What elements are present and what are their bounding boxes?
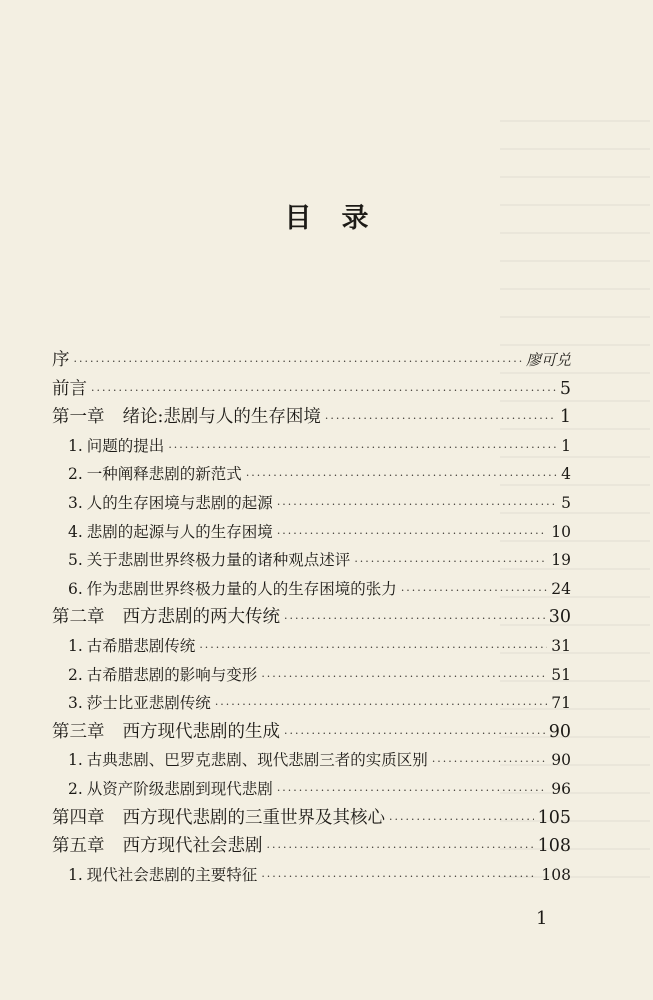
- chapter-label: 第一章: [52, 407, 105, 428]
- entry-title-text: 古希腊悲剧传统: [86, 636, 196, 655]
- dot-leader: [74, 348, 522, 377]
- section-number: 2.: [68, 665, 83, 684]
- toc-page-number: 105: [537, 807, 571, 828]
- toc-entry-title: [52, 718, 280, 747]
- toc-entry-title: [52, 832, 263, 861]
- chapter-label: 前言: [52, 378, 87, 399]
- entry-title-text: 古典悲剧、巴罗克悲剧、现代悲剧三者的实质区别: [86, 751, 428, 770]
- toc-page-number: 108: [537, 836, 571, 857]
- toc-chapter-entry[interactable]: [52, 804, 571, 833]
- toc-page-number: 31: [551, 636, 571, 655]
- toc-page-number: 19: [551, 551, 571, 570]
- toc-entry-title: [52, 346, 70, 375]
- table-of-contents: [52, 346, 571, 889]
- toc-chapter-entry[interactable]: [52, 403, 571, 432]
- dot-leader: [277, 520, 547, 549]
- toc-section-entry[interactable]: [52, 775, 571, 804]
- toc-section-entry[interactable]: [52, 861, 571, 890]
- toc-page-number: 108: [541, 865, 571, 884]
- toc-page-number: 5: [559, 378, 571, 399]
- entry-title-text: 一种阐释悲剧的新范式: [86, 465, 242, 484]
- toc-section-entry[interactable]: [52, 575, 571, 604]
- toc-page-number: 5: [561, 493, 571, 512]
- toc-page-number: 24: [551, 579, 571, 598]
- toc-entry-title: [68, 460, 242, 489]
- entry-title-text: 西方现代悲剧的三重世界及其核心: [122, 807, 385, 828]
- entry-title-text: 悲剧的起源与人的生存困境: [86, 522, 273, 541]
- entry-title-text: 西方悲剧的两大传统: [122, 607, 280, 628]
- dot-leader: [389, 806, 534, 835]
- toc-section-entry[interactable]: [52, 632, 571, 661]
- toc-page-number: 51: [551, 665, 571, 684]
- toc-section-entry[interactable]: [52, 489, 571, 518]
- toc-chapter-entry[interactable]: [52, 375, 571, 404]
- toc-section-entry[interactable]: [52, 432, 571, 461]
- page-number: 1: [536, 908, 548, 929]
- toc-entry-title: [68, 775, 273, 804]
- dot-leader: [277, 491, 557, 520]
- dot-leader: [325, 405, 556, 434]
- dot-leader: [215, 691, 547, 720]
- dot-leader: [261, 663, 547, 692]
- toc-entry-title: [52, 375, 87, 404]
- entry-title-text: 问题的提出: [86, 436, 165, 455]
- entry-title-text: 古希腊悲剧的影响与变形: [86, 665, 258, 684]
- entry-title-text: 关于悲剧世界终极力量的诸种观点述评: [86, 551, 351, 570]
- dot-leader: [261, 863, 537, 892]
- entry-title-text: 西方现代社会悲剧: [122, 836, 263, 857]
- entry-title-text: 人的生存困境与悲剧的起源: [86, 493, 273, 512]
- section-number: 1.: [68, 436, 83, 455]
- toc-entry-title: [68, 661, 257, 690]
- entry-title-text: 莎士比亚悲剧传统: [86, 694, 211, 713]
- dot-leader: [432, 748, 547, 777]
- toc-entry-title: [52, 403, 321, 432]
- preface-author: 廖可兑: [525, 351, 571, 369]
- toc-entry-title: [68, 632, 195, 661]
- toc-page-number: 90: [551, 751, 571, 770]
- toc-chapter-entry[interactable]: [52, 603, 571, 632]
- toc-section-entry[interactable]: [52, 746, 571, 775]
- toc-section-entry[interactable]: [52, 661, 571, 690]
- dot-leader: [354, 548, 547, 577]
- dot-leader: [267, 834, 534, 863]
- dot-leader: [91, 377, 556, 406]
- section-number: 5.: [68, 551, 83, 570]
- toc-entry-title: [68, 432, 164, 461]
- section-number: 6.: [68, 579, 83, 598]
- toc-entry-title: [68, 575, 397, 604]
- toc-section-entry[interactable]: [52, 518, 571, 547]
- toc-entry-title: [68, 518, 273, 547]
- dot-leader: [401, 577, 547, 606]
- toc-page-number: 10: [551, 522, 571, 541]
- section-number: 3.: [68, 493, 83, 512]
- dot-leader: [246, 462, 557, 491]
- entry-title-text: 从资产阶级悲剧到现代悲剧: [86, 779, 273, 798]
- entry-title-text: 现代社会悲剧的主要特征: [86, 865, 258, 884]
- dot-leader: [199, 634, 547, 663]
- toc-section-entry[interactable]: [52, 546, 571, 575]
- toc-entry-title: [52, 804, 385, 833]
- toc-entry-title: [68, 546, 350, 575]
- chapter-label: 第四章: [52, 807, 105, 828]
- section-number: 2.: [68, 465, 83, 484]
- toc-page-number: 30: [548, 607, 571, 628]
- section-number: 2.: [68, 779, 83, 798]
- section-number: 1.: [68, 751, 83, 770]
- toc-entry-title: [68, 861, 257, 890]
- toc-page-number: 71: [551, 694, 571, 713]
- chapter-label: 第二章: [52, 607, 105, 628]
- section-number: 1.: [68, 636, 83, 655]
- toc-chapter-entry[interactable]: [52, 346, 571, 375]
- toc-page-number: 1: [559, 407, 571, 428]
- toc-entry-title: [68, 489, 273, 518]
- toc-section-entry[interactable]: [52, 460, 571, 489]
- entry-title-text: 西方现代悲剧的生成: [122, 721, 280, 742]
- chapter-label: 第三章: [52, 721, 105, 742]
- toc-entry-title: [68, 689, 211, 718]
- chapter-label: 序: [52, 350, 70, 370]
- toc-section-entry[interactable]: [52, 689, 571, 718]
- toc-entry-title: [52, 603, 280, 632]
- dot-leader: [277, 777, 547, 806]
- toc-page-number: 1: [561, 436, 571, 455]
- dot-leader: [284, 605, 545, 634]
- section-number: 4.: [68, 522, 83, 541]
- entry-title-text: 作为悲剧世界终极力量的人的生存困境的张力: [86, 579, 397, 598]
- section-number: 1.: [68, 865, 83, 884]
- entry-title-text: 绪论:悲剧与人的生存困境: [122, 407, 321, 428]
- dot-leader: [284, 720, 545, 749]
- chapter-label: 第五章: [52, 836, 105, 857]
- dot-leader: [168, 434, 557, 463]
- toc-page-number: 90: [548, 721, 571, 742]
- toc-chapter-entry[interactable]: [52, 718, 571, 747]
- toc-page-number: 96: [551, 779, 571, 798]
- toc-page-number: 4: [561, 465, 571, 484]
- page-title: 目录: [284, 203, 399, 234]
- toc-entry-title: [68, 746, 428, 775]
- section-number: 3.: [68, 694, 83, 713]
- toc-chapter-entry[interactable]: [52, 832, 571, 861]
